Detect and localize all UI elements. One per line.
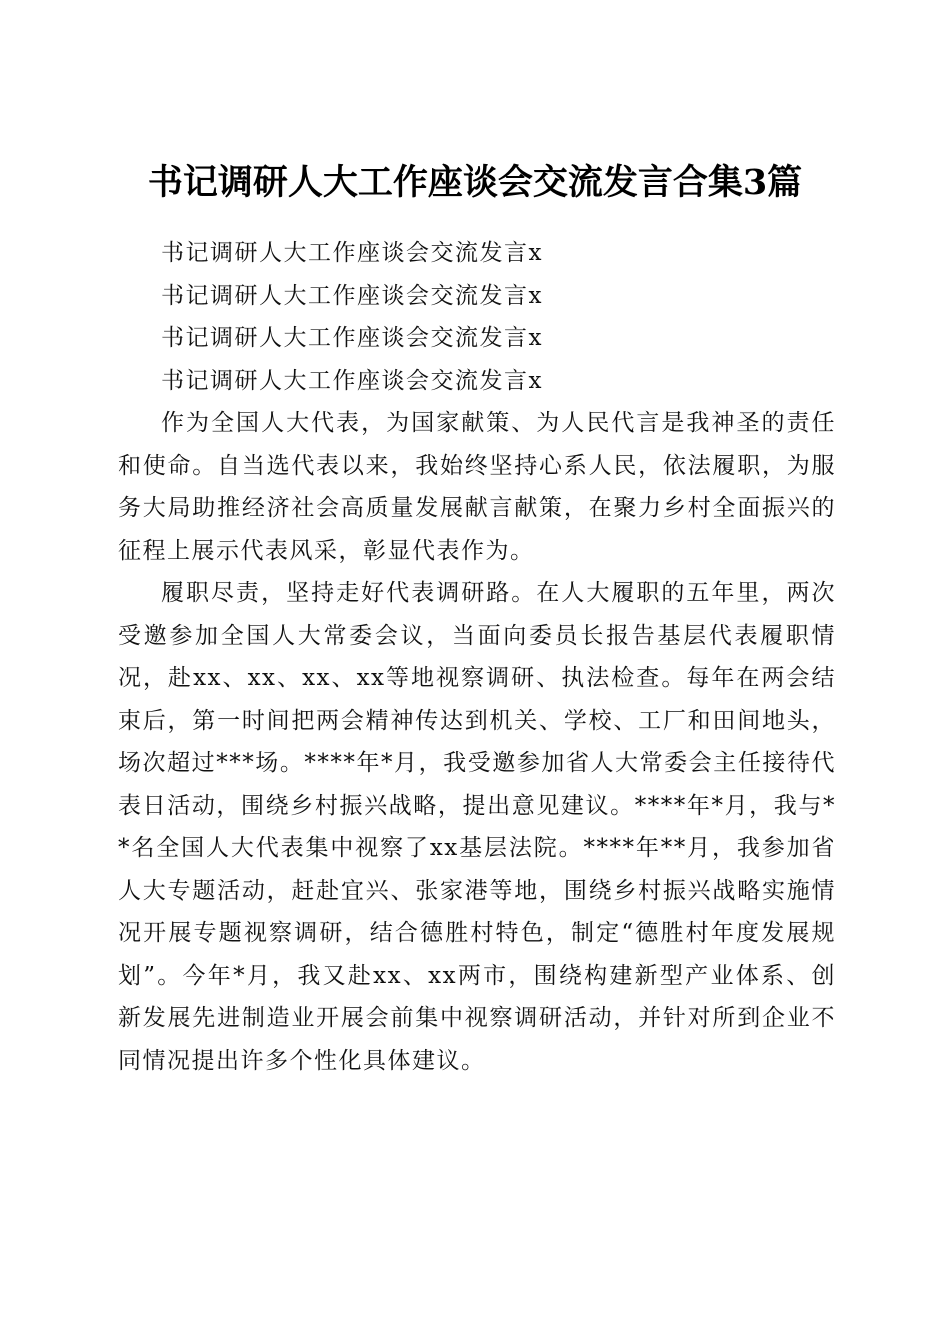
toc-item: 书记调研人大工作座谈会交流发言x <box>161 240 543 266</box>
document-title: 书记调研人大工作座谈会交流发言合集3篇 <box>147 162 803 204</box>
body-paragraph: 履职尽责，坚持走好代表调研路。在人大履职的五年里，两次受邀参加全国人大常委会议，当面向委员长报告基层代表履职情况，赴xx、xx、xx、xx等地视察调研、执法检查。每年在两会结束后，第一时间把两会精神传达到机关、学校、工厂和田间地头，场次超过***场。****年*月，我受邀参加省人大常委会主任接待代表日活动，围绕乡村振兴战略，提出意见建议。****年*月，我与**名全国人大代表集中视察了xx基层法院。****年**月，我参加省人大专题活动，赶赴宜兴、张家港等地，围绕乡村振兴战略实施情况开展专题视察调研，结合德胜村特色，制定“德胜村年度发展规划”。今年*月，我又赴xx、xx两市，围绕构建新型产业体系、创新发展先进制造业开展会前集中视察调研活动，并针对所到企业不同情况提出许多个性化具体建议。 <box>118 580 836 1074</box>
body-paragraph: 作为全国人大代表，为国家献策、为人民代言是我神圣的责任和使命。自当选代表以来，我始终坚持心系人民，依法履职，为服务大局助推经济社会高质量发展献言献策，在聚力乡村全面振兴的征程上展示代表风采，彰显代表作为。 <box>118 410 836 564</box>
toc-item: 书记调研人大工作座谈会交流发言x <box>161 325 543 351</box>
toc-item: 书记调研人大工作座谈会交流发言x <box>161 367 543 394</box>
document-body <box>118 232 836 1082</box>
toc-item: 书记调研人大工作座谈会交流发言x <box>161 282 543 309</box>
